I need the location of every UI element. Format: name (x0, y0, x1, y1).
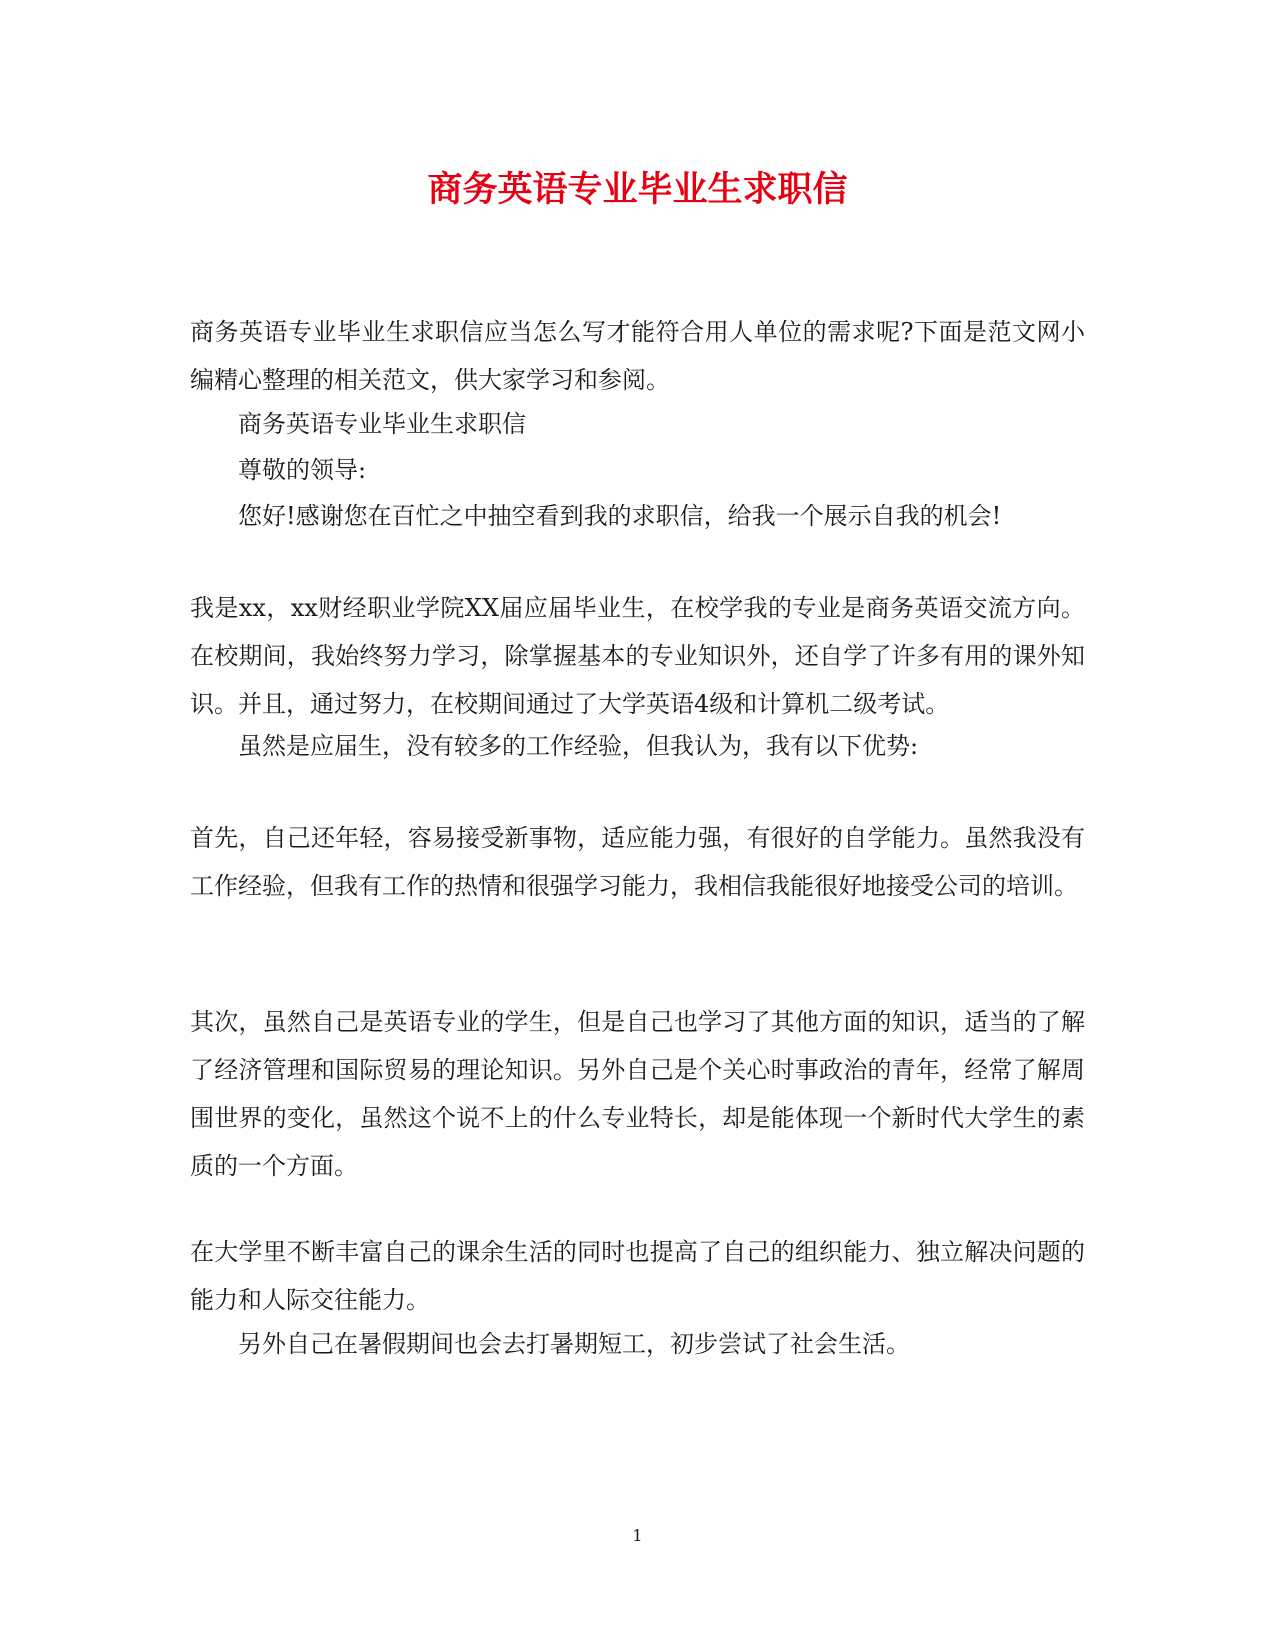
paragraph: 另外自己在暑假期间也会去打暑期短工，初步尝试了社会生活。 (238, 1330, 910, 1358)
paragraph-second (190, 998, 1085, 1190)
paragraph-university-life (190, 1228, 1085, 1324)
paragraph: 尊敬的领导: (238, 456, 367, 484)
paragraph: 其次，虽然自己是英语专业的学生，但是自己也学习了其他方面的知识，适当的了解了经济管理和国际贸易的理论知识。另外自己是个关心时事政治的青年，经常了解周围世界的变化，虽然这个说不上的什么专业特长，却是能体现一个新时代大学生的素质的一个方面。 (190, 1008, 1085, 1180)
paragraph-first (190, 814, 1085, 910)
paragraph-salutation (190, 446, 1085, 494)
paragraph-greeting (190, 492, 1085, 540)
paragraph: 商务英语专业毕业生求职信应当怎么写才能符合用人单位的需求呢?下面是范文网小编精心整理的相关范文，供大家学习和参阅。 (190, 318, 1085, 394)
paragraph-self-intro (190, 584, 1085, 728)
paragraph: 您好!感谢您在百忙之中抽空看到我的求职信，给我一个展示自我的机会! (238, 502, 1002, 530)
paragraph-intro (190, 308, 1085, 404)
paragraph-summer-jobs (190, 1320, 1085, 1368)
paragraph: 我是xx，xx财经职业学院XX届应届毕业生，在校学我的专业是商务英语交流方向。在校期间，我始终努力学习，除掌握基本的专业知识外，还自学了许多有用的课外知识。并且，通过努力，在校期间通过了大学英语4级和计算机二级考试。 (190, 594, 1085, 718)
paragraph-letter-heading (190, 400, 1085, 448)
paragraph: 在大学里不断丰富自己的课余生活的同时也提高了自己的组织能力、独立解决问题的能力和人际交往能力。 (190, 1238, 1085, 1314)
paragraph-advantages (190, 722, 1085, 770)
paragraph: 虽然是应届生，没有较多的工作经验，但我认为，我有以下优势: (238, 732, 919, 760)
page-number: 1 (632, 1526, 643, 1545)
document-title: 商务英语专业毕业生求职信 (427, 169, 848, 210)
paragraph: 商务英语专业毕业生求职信 (238, 410, 526, 438)
paragraph: 首先，自己还年轻，容易接受新事物，适应能力强，有很好的自学能力。虽然我没有工作经验，但我有工作的热情和很强学习能力，我相信我能很好地接受公司的培训。 (190, 824, 1085, 900)
